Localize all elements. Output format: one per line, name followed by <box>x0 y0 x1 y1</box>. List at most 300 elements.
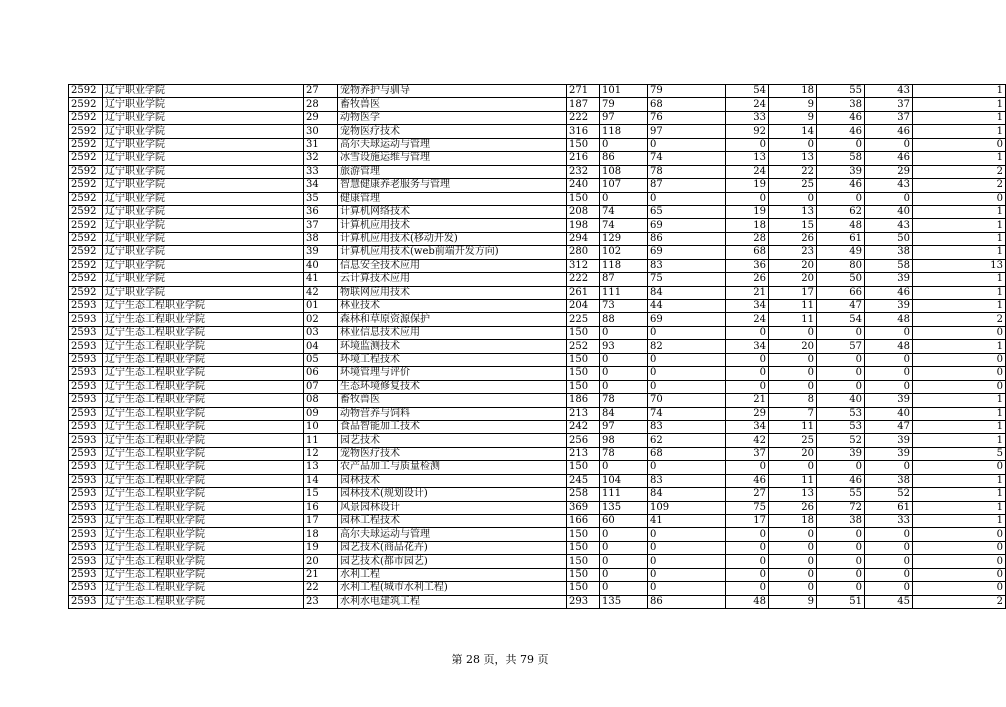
score-b-cell: 0 <box>600 528 648 541</box>
school-code-cell: 2593 <box>69 501 103 514</box>
value-4-cell: 0 <box>865 582 913 595</box>
score-a-cell: 213 <box>567 447 600 460</box>
value-3-cell: 66 <box>817 286 865 299</box>
value-1-cell: 42 <box>726 434 769 447</box>
score-c-cell: 0 <box>648 326 726 339</box>
score-a-cell: 242 <box>567 420 600 433</box>
value-5-cell: 0 <box>913 192 1006 205</box>
value-4-cell: 45 <box>865 595 913 608</box>
school-code-cell: 2592 <box>69 192 103 205</box>
value-2-cell: 9 <box>769 595 817 608</box>
score-c-cell: 83 <box>648 259 726 272</box>
value-3-cell: 51 <box>817 595 865 608</box>
school-name-cell: 辽宁职业学院 <box>103 205 304 218</box>
school-code-cell: 2593 <box>69 528 103 541</box>
value-2-cell: 26 <box>769 232 817 245</box>
major-name-cell: 生态环境修复技术 <box>338 380 567 393</box>
school-name-cell: 辽宁生态工程职业学院 <box>103 340 304 353</box>
value-4-cell: 46 <box>865 286 913 299</box>
value-1-cell: 0 <box>726 192 769 205</box>
value-1-cell: 17 <box>726 515 769 528</box>
table-row <box>69 125 1006 138</box>
major-code-cell: 42 <box>304 286 338 299</box>
score-b-cell: 118 <box>600 125 648 138</box>
table-row <box>69 326 1006 339</box>
value-1-cell: 0 <box>726 528 769 541</box>
score-a-cell: 208 <box>567 205 600 218</box>
major-name-cell: 旅游管理 <box>338 165 567 178</box>
school-name-cell: 辽宁生态工程职业学院 <box>103 434 304 447</box>
school-name-cell: 辽宁生态工程职业学院 <box>103 353 304 366</box>
school-code-cell: 2593 <box>69 380 103 393</box>
score-a-cell: 232 <box>567 165 600 178</box>
school-name-cell: 辽宁职业学院 <box>103 138 304 151</box>
major-code-cell: 41 <box>304 273 338 286</box>
score-c-cell: 86 <box>648 232 726 245</box>
value-3-cell: 55 <box>817 85 865 98</box>
value-2-cell: 0 <box>769 380 817 393</box>
score-c-cell: 0 <box>648 528 726 541</box>
major-name-cell: 计算机应用技术 <box>338 219 567 232</box>
value-5-cell: 0 <box>913 555 1006 568</box>
value-1-cell: 13 <box>726 152 769 165</box>
value-4-cell: 58 <box>865 259 913 272</box>
school-code-cell: 2592 <box>69 125 103 138</box>
table-row <box>69 407 1006 420</box>
value-1-cell: 33 <box>726 111 769 124</box>
value-4-cell: 52 <box>865 488 913 501</box>
value-3-cell: 52 <box>817 434 865 447</box>
value-5-cell: 0 <box>913 461 1006 474</box>
score-c-cell: 68 <box>648 98 726 111</box>
value-5-cell: 0 <box>913 353 1006 366</box>
table-row <box>69 394 1006 407</box>
school-name-cell: 辽宁职业学院 <box>103 286 304 299</box>
score-a-cell: 312 <box>567 259 600 272</box>
table-row <box>69 541 1006 554</box>
score-a-cell: 150 <box>567 461 600 474</box>
major-name-cell: 园艺技术 <box>338 434 567 447</box>
school-name-cell: 辽宁职业学院 <box>103 273 304 286</box>
major-name-cell: 水利水电建筑工程 <box>338 595 567 608</box>
value-5-cell: 1 <box>913 340 1006 353</box>
school-name-cell: 辽宁职业学院 <box>103 259 304 272</box>
value-3-cell: 0 <box>817 568 865 581</box>
table-row <box>69 246 1006 259</box>
score-table <box>68 84 1006 609</box>
major-name-cell: 环境工程技术 <box>338 353 567 366</box>
value-2-cell: 13 <box>769 152 817 165</box>
value-4-cell: 33 <box>865 515 913 528</box>
table-row <box>69 85 1006 98</box>
major-code-cell: 37 <box>304 219 338 232</box>
score-a-cell: 258 <box>567 488 600 501</box>
score-a-cell: 150 <box>567 568 600 581</box>
value-1-cell: 19 <box>726 179 769 192</box>
value-2-cell: 11 <box>769 420 817 433</box>
major-code-cell: 16 <box>304 501 338 514</box>
value-4-cell: 0 <box>865 461 913 474</box>
value-5-cell: 13 <box>913 259 1006 272</box>
value-4-cell: 40 <box>865 407 913 420</box>
table-body <box>69 85 1006 609</box>
value-1-cell: 36 <box>726 259 769 272</box>
value-4-cell: 50 <box>865 232 913 245</box>
value-3-cell: 46 <box>817 111 865 124</box>
score-a-cell: 186 <box>567 394 600 407</box>
major-code-cell: 34 <box>304 179 338 192</box>
school-code-cell: 2593 <box>69 582 103 595</box>
score-c-cell: 0 <box>648 138 726 151</box>
score-a-cell: 150 <box>567 367 600 380</box>
value-4-cell: 46 <box>865 152 913 165</box>
value-5-cell: 1 <box>913 286 1006 299</box>
score-c-cell: 0 <box>648 367 726 380</box>
score-b-cell: 0 <box>600 367 648 380</box>
school-code-cell: 2593 <box>69 541 103 554</box>
value-2-cell: 7 <box>769 407 817 420</box>
value-3-cell: 0 <box>817 353 865 366</box>
major-code-cell: 03 <box>304 326 338 339</box>
school-name-cell: 辽宁生态工程职业学院 <box>103 488 304 501</box>
value-2-cell: 0 <box>769 353 817 366</box>
score-a-cell: 150 <box>567 326 600 339</box>
value-4-cell: 37 <box>865 98 913 111</box>
value-1-cell: 0 <box>726 138 769 151</box>
value-3-cell: 0 <box>817 138 865 151</box>
major-name-cell: 水利工程(城市水利工程) <box>338 582 567 595</box>
score-b-cell: 0 <box>600 192 648 205</box>
score-a-cell: 216 <box>567 152 600 165</box>
major-code-cell: 36 <box>304 205 338 218</box>
major-code-cell: 07 <box>304 380 338 393</box>
value-3-cell: 38 <box>817 98 865 111</box>
value-1-cell: 34 <box>726 300 769 313</box>
value-1-cell: 24 <box>726 98 769 111</box>
score-b-cell: 87 <box>600 273 648 286</box>
major-code-cell: 18 <box>304 528 338 541</box>
value-4-cell: 0 <box>865 568 913 581</box>
value-3-cell: 0 <box>817 367 865 380</box>
major-code-cell: 12 <box>304 447 338 460</box>
score-b-cell: 135 <box>600 501 648 514</box>
score-a-cell: 187 <box>567 98 600 111</box>
score-b-cell: 78 <box>600 394 648 407</box>
value-2-cell: 0 <box>769 326 817 339</box>
school-name-cell: 辽宁生态工程职业学院 <box>103 595 304 608</box>
score-a-cell: 256 <box>567 434 600 447</box>
value-5-cell: 1 <box>913 111 1006 124</box>
school-name-cell: 辽宁职业学院 <box>103 125 304 138</box>
table-row <box>69 179 1006 192</box>
major-code-cell: 31 <box>304 138 338 151</box>
table-row <box>69 273 1006 286</box>
value-2-cell: 20 <box>769 447 817 460</box>
school-code-cell: 2593 <box>69 461 103 474</box>
value-4-cell: 0 <box>865 555 913 568</box>
value-2-cell: 25 <box>769 434 817 447</box>
value-2-cell: 26 <box>769 501 817 514</box>
school-name-cell: 辽宁职业学院 <box>103 192 304 205</box>
value-3-cell: 0 <box>817 555 865 568</box>
table-row <box>69 205 1006 218</box>
major-name-cell: 农产品加工与质量检测 <box>338 461 567 474</box>
value-1-cell: 0 <box>726 326 769 339</box>
major-name-cell: 园艺技术(都市园艺) <box>338 555 567 568</box>
score-b-cell: 0 <box>600 541 648 554</box>
value-1-cell: 46 <box>726 474 769 487</box>
value-1-cell: 34 <box>726 420 769 433</box>
score-b-cell: 0 <box>600 555 648 568</box>
value-3-cell: 39 <box>817 165 865 178</box>
score-c-cell: 0 <box>648 582 726 595</box>
score-c-cell: 62 <box>648 434 726 447</box>
score-b-cell: 88 <box>600 313 648 326</box>
major-code-cell: 27 <box>304 85 338 98</box>
value-4-cell: 38 <box>865 474 913 487</box>
value-1-cell: 34 <box>726 340 769 353</box>
table-row <box>69 313 1006 326</box>
major-name-cell: 园林技术 <box>338 474 567 487</box>
score-a-cell: 150 <box>567 582 600 595</box>
value-3-cell: 80 <box>817 259 865 272</box>
value-5-cell: 0 <box>913 138 1006 151</box>
school-code-cell: 2593 <box>69 515 103 528</box>
value-3-cell: 46 <box>817 125 865 138</box>
major-name-cell: 健康管理 <box>338 192 567 205</box>
value-3-cell: 53 <box>817 420 865 433</box>
value-5-cell: 1 <box>913 246 1006 259</box>
value-3-cell: 0 <box>817 461 865 474</box>
table-row <box>69 300 1006 313</box>
value-3-cell: 49 <box>817 246 865 259</box>
school-name-cell: 辽宁生态工程职业学院 <box>103 515 304 528</box>
score-b-cell: 97 <box>600 111 648 124</box>
school-name-cell: 辽宁职业学院 <box>103 152 304 165</box>
table-row <box>69 232 1006 245</box>
school-name-cell: 辽宁生态工程职业学院 <box>103 420 304 433</box>
table-row <box>69 528 1006 541</box>
score-b-cell: 74 <box>600 205 648 218</box>
page-footer: 第 28 页，共 79 页 <box>451 653 549 666</box>
school-name-cell: 辽宁生态工程职业学院 <box>103 541 304 554</box>
value-3-cell: 0 <box>817 582 865 595</box>
table-row <box>69 515 1006 528</box>
score-a-cell: 204 <box>567 300 600 313</box>
school-name-cell: 辽宁生态工程职业学院 <box>103 474 304 487</box>
value-5-cell: 0 <box>913 528 1006 541</box>
value-5-cell: 2 <box>913 313 1006 326</box>
value-1-cell: 0 <box>726 380 769 393</box>
school-code-cell: 2593 <box>69 447 103 460</box>
value-4-cell: 43 <box>865 85 913 98</box>
score-b-cell: 97 <box>600 420 648 433</box>
value-2-cell: 20 <box>769 259 817 272</box>
value-1-cell: 26 <box>726 273 769 286</box>
school-name-cell: 辽宁职业学院 <box>103 232 304 245</box>
value-2-cell: 11 <box>769 300 817 313</box>
score-c-cell: 109 <box>648 501 726 514</box>
school-name-cell: 辽宁职业学院 <box>103 179 304 192</box>
score-a-cell: 150 <box>567 541 600 554</box>
value-2-cell: 13 <box>769 205 817 218</box>
school-code-cell: 2593 <box>69 340 103 353</box>
value-4-cell: 48 <box>865 313 913 326</box>
score-a-cell: 225 <box>567 313 600 326</box>
score-b-cell: 0 <box>600 461 648 474</box>
score-a-cell: 280 <box>567 246 600 259</box>
score-c-cell: 0 <box>648 380 726 393</box>
score-c-cell: 87 <box>648 179 726 192</box>
score-c-cell: 79 <box>648 85 726 98</box>
value-2-cell: 25 <box>769 179 817 192</box>
score-b-cell: 93 <box>600 340 648 353</box>
score-c-cell: 82 <box>648 340 726 353</box>
table-row <box>69 420 1006 433</box>
school-code-cell: 2593 <box>69 353 103 366</box>
school-code-cell: 2592 <box>69 98 103 111</box>
value-4-cell: 0 <box>865 192 913 205</box>
table-row <box>69 286 1006 299</box>
value-2-cell: 11 <box>769 313 817 326</box>
score-c-cell: 0 <box>648 555 726 568</box>
value-1-cell: 92 <box>726 125 769 138</box>
value-1-cell: 18 <box>726 219 769 232</box>
value-4-cell: 0 <box>865 326 913 339</box>
value-1-cell: 0 <box>726 367 769 380</box>
value-2-cell: 22 <box>769 165 817 178</box>
table-row <box>69 192 1006 205</box>
value-1-cell: 0 <box>726 353 769 366</box>
major-code-cell: 02 <box>304 313 338 326</box>
score-a-cell: 150 <box>567 192 600 205</box>
table-row <box>69 152 1006 165</box>
value-2-cell: 0 <box>769 555 817 568</box>
value-2-cell: 18 <box>769 85 817 98</box>
value-5-cell: 1 <box>913 501 1006 514</box>
major-code-cell: 11 <box>304 434 338 447</box>
table-row <box>69 568 1006 581</box>
score-a-cell: 245 <box>567 474 600 487</box>
major-code-cell: 06 <box>304 367 338 380</box>
school-name-cell: 辽宁生态工程职业学院 <box>103 555 304 568</box>
score-b-cell: 108 <box>600 165 648 178</box>
score-c-cell: 0 <box>648 541 726 554</box>
school-name-cell: 辽宁生态工程职业学院 <box>103 528 304 541</box>
value-3-cell: 0 <box>817 528 865 541</box>
score-b-cell: 84 <box>600 407 648 420</box>
value-5-cell: 0 <box>913 582 1006 595</box>
school-name-cell: 辽宁生态工程职业学院 <box>103 367 304 380</box>
major-code-cell: 10 <box>304 420 338 433</box>
score-a-cell: 252 <box>567 340 600 353</box>
value-2-cell: 0 <box>769 582 817 595</box>
score-c-cell: 69 <box>648 246 726 259</box>
value-4-cell: 61 <box>865 501 913 514</box>
value-3-cell: 48 <box>817 219 865 232</box>
value-3-cell: 50 <box>817 273 865 286</box>
value-3-cell: 53 <box>817 407 865 420</box>
major-name-cell: 动物营养与饲料 <box>338 407 567 420</box>
value-2-cell: 0 <box>769 528 817 541</box>
value-1-cell: 0 <box>726 582 769 595</box>
value-2-cell: 23 <box>769 246 817 259</box>
school-name-cell: 辽宁职业学院 <box>103 246 304 259</box>
school-code-cell: 2593 <box>69 434 103 447</box>
value-2-cell: 8 <box>769 394 817 407</box>
score-c-cell: 69 <box>648 219 726 232</box>
table-row <box>69 340 1006 353</box>
school-name-cell: 辽宁生态工程职业学院 <box>103 380 304 393</box>
value-3-cell: 46 <box>817 474 865 487</box>
school-code-cell: 2593 <box>69 488 103 501</box>
score-b-cell: 135 <box>600 595 648 608</box>
major-code-cell: 19 <box>304 541 338 554</box>
value-1-cell: 48 <box>726 595 769 608</box>
major-name-cell: 畜牧兽医 <box>338 394 567 407</box>
value-5-cell: 1 <box>913 394 1006 407</box>
score-a-cell: 316 <box>567 125 600 138</box>
table-row <box>69 165 1006 178</box>
value-5-cell: 5 <box>913 447 1006 460</box>
school-name-cell: 辽宁职业学院 <box>103 111 304 124</box>
value-2-cell: 11 <box>769 474 817 487</box>
score-b-cell: 60 <box>600 515 648 528</box>
major-name-cell: 高尔夫球运动与管理 <box>338 528 567 541</box>
value-4-cell: 47 <box>865 420 913 433</box>
major-name-cell: 计算机网络技术 <box>338 205 567 218</box>
score-a-cell: 150 <box>567 555 600 568</box>
score-b-cell: 0 <box>600 380 648 393</box>
table-row <box>69 595 1006 608</box>
score-b-cell: 86 <box>600 152 648 165</box>
score-a-cell: 271 <box>567 85 600 98</box>
value-5-cell: 2 <box>913 179 1006 192</box>
score-c-cell: 65 <box>648 205 726 218</box>
value-5-cell: 1 <box>913 273 1006 286</box>
value-3-cell: 39 <box>817 447 865 460</box>
school-code-cell: 2592 <box>69 85 103 98</box>
value-4-cell: 40 <box>865 205 913 218</box>
score-a-cell: 294 <box>567 232 600 245</box>
score-b-cell: 129 <box>600 232 648 245</box>
value-3-cell: 0 <box>817 541 865 554</box>
school-code-cell: 2592 <box>69 138 103 151</box>
major-code-cell: 09 <box>304 407 338 420</box>
score-c-cell: 76 <box>648 111 726 124</box>
score-a-cell: 166 <box>567 515 600 528</box>
school-name-cell: 辽宁生态工程职业学院 <box>103 582 304 595</box>
score-b-cell: 101 <box>600 85 648 98</box>
value-2-cell: 20 <box>769 340 817 353</box>
value-5-cell: 1 <box>913 420 1006 433</box>
score-b-cell: 0 <box>600 353 648 366</box>
major-code-cell: 32 <box>304 152 338 165</box>
school-code-cell: 2593 <box>69 300 103 313</box>
score-c-cell: 83 <box>648 420 726 433</box>
school-code-cell: 2592 <box>69 152 103 165</box>
major-code-cell: 30 <box>304 125 338 138</box>
score-c-cell: 70 <box>648 394 726 407</box>
table-row <box>69 367 1006 380</box>
value-4-cell: 46 <box>865 125 913 138</box>
value-4-cell: 39 <box>865 300 913 313</box>
score-b-cell: 107 <box>600 179 648 192</box>
score-c-cell: 0 <box>648 461 726 474</box>
value-1-cell: 21 <box>726 286 769 299</box>
score-b-cell: 78 <box>600 447 648 460</box>
score-a-cell: 261 <box>567 286 600 299</box>
